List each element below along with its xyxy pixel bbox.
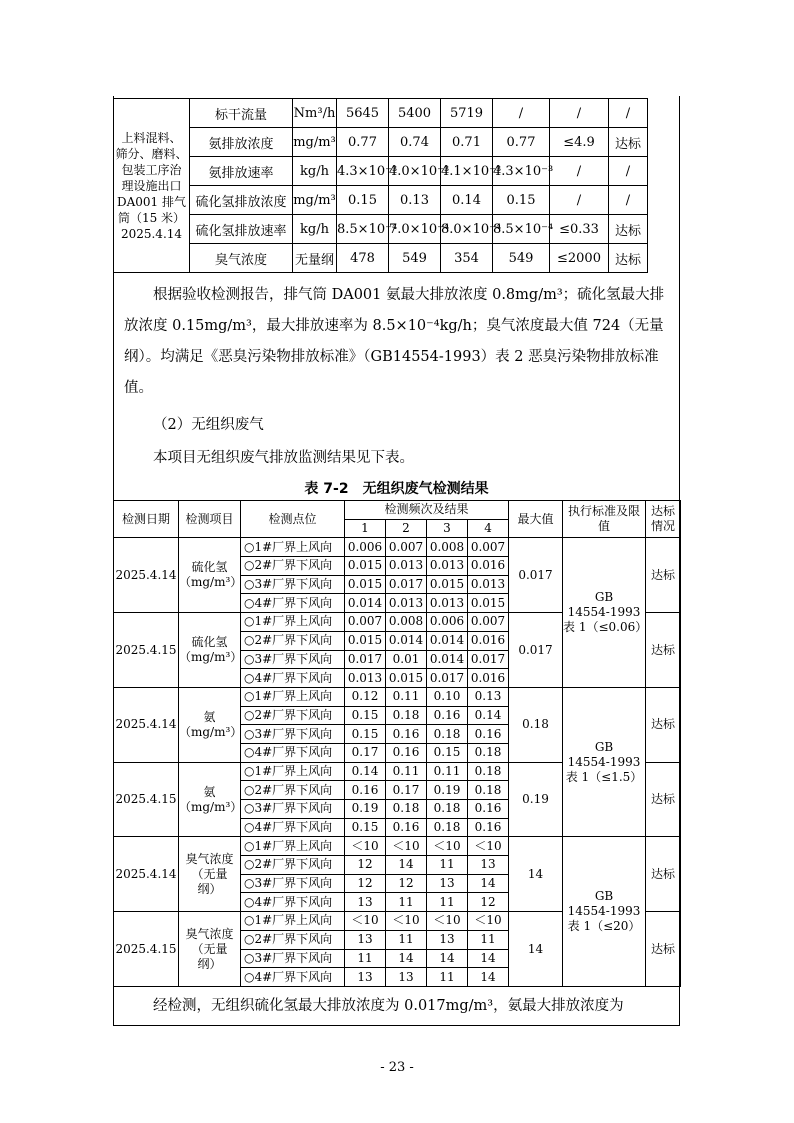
value-cell: 13 (386, 968, 427, 987)
value-cell: 0.015 (386, 669, 427, 688)
result-cell: / (609, 99, 648, 128)
value-cell: 14 (468, 949, 509, 968)
value-cell: 0.18 (386, 706, 427, 725)
cell-line: （无量 (191, 866, 228, 881)
date-cell: 2025.4.15 (114, 762, 179, 837)
cell-line: 14554-1993 (567, 754, 641, 769)
max-cell: 0.19 (509, 762, 563, 837)
unit-cell: Nm³/h (293, 99, 337, 128)
table-row (114, 99, 681, 128)
cell-line: （mg/m³） (179, 650, 243, 664)
table-row (114, 837, 681, 856)
sampling-point-label (114, 99, 190, 273)
cell-line: （无量 (191, 941, 228, 956)
value-cell: 0.013 (468, 575, 509, 594)
point-cell: ○3#厂界下风向 (241, 874, 345, 893)
cell-line: 硫化氢 (191, 635, 228, 649)
result-cell: 达标 (646, 613, 681, 688)
point-cell: ○4#厂界下风向 (241, 669, 345, 688)
header-date: 检测日期 (114, 501, 179, 538)
value-cell: ＜10 (427, 912, 468, 931)
value-cell: 13 (427, 874, 468, 893)
value-cell: 0.11 (427, 762, 468, 781)
value-cell: 0.013 (386, 557, 427, 576)
cell-line: 表 1（≤1.5） (565, 769, 643, 784)
value-cell: 0.13 (468, 687, 509, 706)
value-cell: 14 (427, 949, 468, 968)
value-cell: 0.19 (345, 800, 386, 819)
cell-line: 筒（15 米） (117, 210, 186, 225)
value-cell: 0.015 (345, 557, 386, 576)
max-cell: 0.15 (493, 186, 550, 215)
value-cell: 0.16 (468, 800, 509, 819)
cell-line: GB (594, 739, 614, 754)
value-cell: 11 (427, 856, 468, 875)
value-cell: 14 (386, 949, 427, 968)
item-cell (179, 762, 241, 837)
result-cell: 达标 (646, 912, 681, 987)
point-cell: ○3#厂界下风向 (241, 800, 345, 819)
value-cell: 0.77 (337, 128, 389, 157)
point-cell: ○1#厂界上风向 (241, 613, 345, 632)
value-cell: 0.16 (386, 743, 427, 762)
point-cell: ○3#厂界下风向 (241, 949, 345, 968)
value-cell: 11 (345, 949, 386, 968)
value-cell: 0.014 (386, 631, 427, 650)
value-cell: 11 (386, 893, 427, 912)
value-cell: 549 (389, 244, 441, 273)
value-cell: 0.14 (441, 186, 493, 215)
value-cell: ＜10 (345, 912, 386, 931)
max-cell: 0.77 (493, 128, 550, 157)
value-cell: 0.017 (427, 669, 468, 688)
fugitive-emission-table (113, 500, 681, 987)
value-cell: 7.0×10⁻⁴ (389, 215, 441, 244)
value-cell: 0.017 (386, 575, 427, 594)
value-cell: 0.014 (427, 631, 468, 650)
header-run-number: 3 (427, 519, 468, 538)
cell-line: 2025.4.14 (120, 226, 183, 241)
value-cell: 0.11 (386, 687, 427, 706)
point-cell: ○2#厂界下风向 (241, 706, 345, 725)
value-cell: 0.01 (386, 650, 427, 669)
value-cell: 14 (386, 856, 427, 875)
value-cell: 0.007 (386, 538, 427, 557)
value-cell: 5719 (441, 99, 493, 128)
result-cell: 达标 (609, 244, 648, 273)
value-cell: 11 (386, 930, 427, 949)
value-cell: 0.16 (468, 725, 509, 744)
value-cell: 0.17 (345, 743, 386, 762)
item-cell (179, 687, 241, 762)
value-cell: 13 (427, 930, 468, 949)
value-cell: 0.19 (427, 781, 468, 800)
result-cell: 达标 (646, 538, 681, 613)
value-cell: 0.016 (468, 631, 509, 650)
value-cell: 12 (386, 874, 427, 893)
cell-line: 氨 (203, 784, 216, 799)
unit-cell: kg/h (293, 157, 337, 186)
value-cell: 0.16 (427, 706, 468, 725)
value-cell: 13 (345, 930, 386, 949)
value-cell: 0.18 (468, 762, 509, 781)
point-cell: ○4#厂界下风向 (241, 594, 345, 613)
point-cell: ○4#厂界下风向 (241, 743, 345, 762)
cell-line: （mg/m³） (179, 799, 243, 814)
paragraph-conclusion: 经检测，无组织硫化氢最大排放浓度为 0.017mg/m³，氨最大排放浓度为 (153, 998, 624, 1014)
value-cell: 0.18 (468, 781, 509, 800)
cell-line: 包装工序治 (121, 162, 182, 177)
value-cell: 8.5×10⁻⁴ (337, 215, 389, 244)
table-row (114, 538, 681, 557)
unit-cell: mg/m³ (293, 128, 337, 157)
header-item: 检测项目 (179, 501, 241, 538)
date-cell: 2025.4.14 (114, 837, 179, 912)
header-point: 检测点位 (241, 501, 345, 538)
point-cell: ○2#厂界下风向 (241, 781, 345, 800)
value-cell: 5645 (337, 99, 389, 128)
value-cell: 0.015 (427, 575, 468, 594)
result-cell: 达标 (609, 215, 648, 244)
value-cell: 13 (345, 968, 386, 987)
value-cell: 0.015 (468, 594, 509, 613)
standard-cell: / (550, 157, 609, 186)
cell-line: 表 1（≤0.06） (563, 620, 648, 635)
value-cell: 14 (468, 874, 509, 893)
value-cell: 0.015 (345, 631, 386, 650)
value-cell: ＜10 (468, 912, 509, 931)
table-7-2-title: 表 7-2 无组织废气检测结果 (304, 481, 489, 497)
date-cell: 2025.4.15 (114, 912, 179, 987)
point-cell: ○3#厂界下风向 (241, 650, 345, 669)
value-cell: 0.12 (345, 687, 386, 706)
cell-line: 表 1（≤20） (567, 919, 641, 934)
value-cell: 13 (345, 893, 386, 912)
value-cell: 4.1×10⁻³ (441, 157, 493, 186)
value-cell: 11 (427, 968, 468, 987)
value-cell: 0.16 (386, 725, 427, 744)
cell-line: 筛分、磨料、 (115, 146, 188, 161)
paragraph-table-intro: 本项目无组织废气排放监测结果见下表。 (153, 450, 414, 466)
point-cell: ○3#厂界下风向 (241, 725, 345, 744)
header-row (114, 501, 681, 520)
item-cell: 氨排放速率 (190, 157, 293, 186)
item-cell: 臭气浓度 (190, 244, 293, 273)
table-row (114, 244, 681, 273)
max-cell: 14 (509, 912, 563, 987)
value-cell: ＜10 (468, 837, 509, 856)
cell-line: 纲） (197, 956, 222, 971)
value-cell: 0.14 (345, 762, 386, 781)
value-cell: 0.17 (386, 781, 427, 800)
point-cell: ○2#厂界下风向 (241, 856, 345, 875)
result-cell: / (609, 186, 648, 215)
cell-line: 氨 (203, 709, 216, 724)
standard-cell: / (550, 99, 609, 128)
header-run-number: 2 (386, 519, 427, 538)
cell-line: GB (594, 590, 614, 605)
standard-cell: ≤4.9 (550, 128, 609, 157)
value-cell: 11 (468, 930, 509, 949)
value-cell: 0.007 (468, 613, 509, 632)
table-row (114, 186, 681, 215)
standard-cell (563, 837, 646, 987)
unit-cell: 无量纲 (293, 244, 337, 273)
item-cell: 氨排放浓度 (190, 128, 293, 157)
paragraph-organized-summary: 根据验收检测报告，排气筒 DA001 氨最大排放浓度 0.8mg/m³；硫化氢最大排放浓度 0.15mg/m³，最大排放速率为 8.5×10⁻⁴kg/h；臭气浓度最大值 724（无量纲）。均满足《恶臭污染物排放标准》（GB14554-1993）表 2 恶臭污染物排放标准值。 (124, 287, 665, 396)
value-cell: ＜10 (427, 837, 468, 856)
value-cell: 0.13 (389, 186, 441, 215)
point-cell: ○1#厂界上风向 (241, 762, 345, 781)
value-cell: 0.11 (386, 762, 427, 781)
value-cell: 0.74 (389, 128, 441, 157)
value-cell: 0.016 (468, 669, 509, 688)
value-cell: 0.18 (386, 800, 427, 819)
max-cell: 4.3×10⁻³ (493, 157, 550, 186)
cell-line: GB (594, 889, 614, 904)
standard-cell (563, 687, 646, 837)
table-row (114, 157, 681, 186)
result-cell: 达标 (609, 128, 648, 157)
value-cell: 0.017 (345, 650, 386, 669)
value-cell: 12 (345, 856, 386, 875)
value-cell: 13 (468, 856, 509, 875)
item-cell (179, 837, 241, 912)
date-cell: 2025.4.14 (114, 538, 179, 613)
value-cell: 0.015 (345, 575, 386, 594)
result-cell: / (609, 157, 648, 186)
table-row (114, 128, 681, 157)
max-cell: 8.5×10⁻⁴ (493, 215, 550, 244)
header-standard: 执行标准及限值 (563, 501, 646, 538)
value-cell: 0.18 (427, 818, 468, 837)
value-cell: 0.014 (345, 594, 386, 613)
item-cell: 硫化氢排放浓度 (190, 186, 293, 215)
cell-line: 14554-1993 (567, 904, 641, 919)
value-cell: 0.16 (345, 781, 386, 800)
cell-line: 臭气浓度 (185, 926, 234, 941)
result-cell: 达标 (646, 762, 681, 837)
max-cell: 0.017 (509, 613, 563, 688)
value-cell: 0.16 (386, 818, 427, 837)
item-cell (179, 538, 241, 613)
value-cell: 478 (337, 244, 389, 273)
value-cell: 354 (441, 244, 493, 273)
max-cell: 14 (509, 837, 563, 912)
cell-line: 上料混料、 (121, 130, 182, 145)
value-cell: 0.18 (427, 725, 468, 744)
value-cell: ＜10 (345, 837, 386, 856)
value-cell: ＜10 (386, 912, 427, 931)
value-cell: 0.006 (427, 613, 468, 632)
value-cell: 0.006 (345, 538, 386, 557)
item-cell (179, 912, 241, 987)
value-cell: 0.016 (468, 557, 509, 576)
point-cell: ○4#厂界下风向 (241, 968, 345, 987)
value-cell: 0.18 (427, 800, 468, 819)
point-cell: ○4#厂界下风向 (241, 818, 345, 837)
header-frequency: 检测频次及结果 (345, 501, 509, 520)
cell-line: 臭气浓度 (185, 851, 234, 866)
cell-line: （mg/m³） (179, 724, 243, 739)
value-cell: 14 (468, 968, 509, 987)
value-cell: 11 (427, 893, 468, 912)
value-cell: 4.3×10⁻³ (337, 157, 389, 186)
value-cell: 0.14 (468, 706, 509, 725)
point-cell: ○2#厂界下风向 (241, 557, 345, 576)
point-cell: ○4#厂界下风向 (241, 893, 345, 912)
max-cell: 0.017 (509, 538, 563, 613)
unit-cell: kg/h (293, 215, 337, 244)
header-run-number: 1 (345, 519, 386, 538)
point-cell: ○2#厂界下风向 (241, 631, 345, 650)
value-cell: 12 (345, 874, 386, 893)
date-cell: 2025.4.14 (114, 687, 179, 762)
point-cell: ○1#厂界上风向 (241, 538, 345, 557)
point-cell: ○1#厂界上风向 (241, 837, 345, 856)
organized-emission-table (113, 98, 681, 273)
standard-cell (563, 538, 646, 688)
point-cell: ○1#厂界上风向 (241, 687, 345, 706)
cell-line: 理设施出口 (121, 178, 182, 193)
value-cell: 0.008 (386, 613, 427, 632)
value-cell: 12 (468, 893, 509, 912)
cell-line: 14554-1993 (567, 605, 641, 620)
point-cell: ○3#厂界下风向 (241, 575, 345, 594)
value-cell: 0.18 (468, 743, 509, 762)
max-cell: 0.18 (509, 687, 563, 762)
header-max: 最大值 (509, 501, 563, 538)
date-cell: 2025.4.15 (114, 613, 179, 688)
value-cell: 0.15 (345, 725, 386, 744)
value-cell: 0.15 (345, 706, 386, 725)
table-row (114, 215, 681, 244)
value-cell: ＜10 (386, 837, 427, 856)
cell-line: （mg/m³） (179, 575, 243, 590)
value-cell: 5400 (389, 99, 441, 128)
value-cell: 0.15 (345, 818, 386, 837)
value-cell: 0.013 (427, 594, 468, 613)
item-cell: 硫化氢排放速率 (190, 215, 293, 244)
cell-line: 硫化氢 (191, 560, 228, 575)
value-cell: 0.007 (468, 538, 509, 557)
result-cell: 达标 (646, 837, 681, 912)
value-cell: 0.013 (345, 669, 386, 688)
value-cell: 0.16 (468, 818, 509, 837)
value-cell: 0.013 (386, 594, 427, 613)
value-cell: 8.0×10⁻⁴ (441, 215, 493, 244)
standard-cell: ≤0.33 (550, 215, 609, 244)
item-cell (179, 613, 241, 688)
value-cell: 0.15 (337, 186, 389, 215)
max-cell: 549 (493, 244, 550, 273)
unit-cell: mg/m³ (293, 186, 337, 215)
standard-cell: ≤2000 (550, 244, 609, 273)
section-heading: （2）无组织废气 (153, 417, 264, 433)
value-cell: 0.71 (441, 128, 493, 157)
point-cell: ○1#厂界上风向 (241, 912, 345, 931)
header-run-number: 4 (468, 519, 509, 538)
value-cell: 0.15 (427, 743, 468, 762)
cell-line: 纲） (197, 881, 222, 896)
value-cell: 0.013 (427, 557, 468, 576)
point-cell: ○2#厂界下风向 (241, 930, 345, 949)
value-cell: 0.10 (427, 687, 468, 706)
item-cell: 标干流量 (190, 99, 293, 128)
page-number: - 23 - (380, 1060, 414, 1075)
standard-cell: / (550, 186, 609, 215)
value-cell: 0.017 (468, 650, 509, 669)
table-row (114, 687, 681, 706)
value-cell: 4.0×10⁻³ (389, 157, 441, 186)
value-cell: 0.014 (427, 650, 468, 669)
value-cell: 0.008 (427, 538, 468, 557)
result-cell: 达标 (646, 687, 681, 762)
max-cell: / (493, 99, 550, 128)
value-cell: 0.007 (345, 613, 386, 632)
header-result: 达标情况 (646, 501, 681, 538)
cell-line: DA001 排气 (116, 194, 186, 209)
